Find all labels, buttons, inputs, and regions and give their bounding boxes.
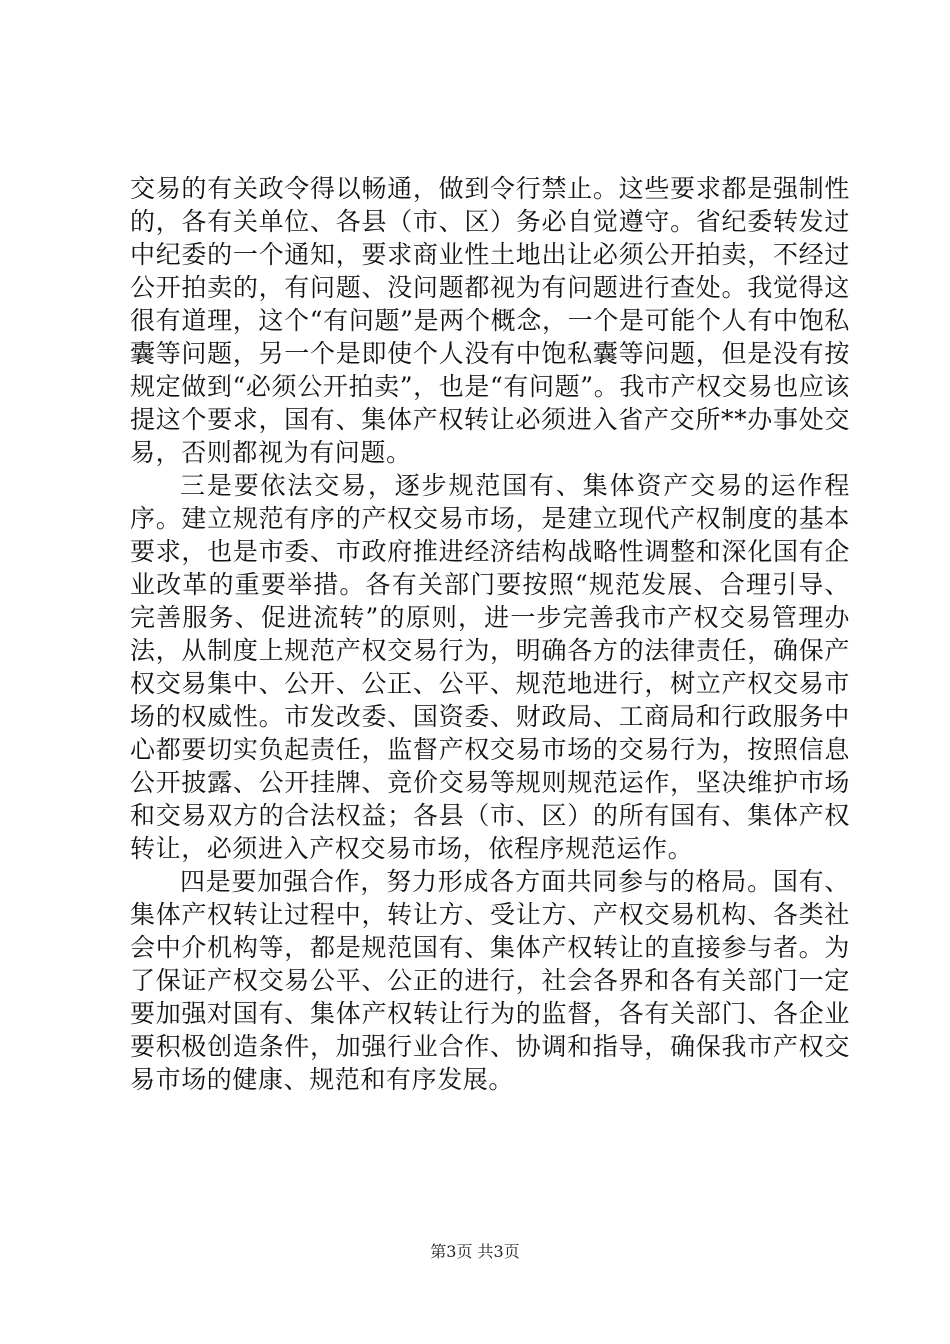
document-body (130, 172, 850, 1096)
page-footer: 第3页 共3页 (430, 1242, 520, 1261)
paragraph-2: 三是要依法交易，逐步规范国有、集体资产交易的运作程序。建立规范有序的产权交易市场，是建立现代产权制度的基本要求，也是市委、市政府推进经济结构战略性调整和深化国有企业改革的重要举措。各有关部门要按照“规范发展、合理引导、完善服务、促进流转”的原则，进一步完善我市产权交易管理办法，从制度上规范产权交易行为，明确各方的法律责任，确保产权交易集中、公开、公正、公平、规范地进行，树立产权交易市场的权威性。市发改委、国资委、财政局、工商局和行政服务中心都要切实负起责任，监督产权交易市场的交易行为，按照信息公开披露、公开挂牌、竞价交易等规则规范运作，坚决维护市场和交易双方的合法权益；各县（市、区）的所有国有、集体产权转让，必须进入产权交易市场，依程序规范运作。 (130, 471, 850, 863)
paragraph-1: 交易的有关政令得以畅通，做到令行禁止。这些要求都是强制性的，各有关单位、各县（市、区）务必自觉遵守。省纪委转发过中纪委的一个通知，要求商业性土地出让必须公开拍卖，不经过公开拍卖的，有问题、没问题都视为有问题进行查处。我觉得这很有道理，这个“有问题”是两个概念，一个是可能个人有中饱私囊等问题，另一个是即使个人没有中饱私囊等问题，但是没有按规定做到“必须公开拍卖”，也是“有问题”。我市产权交易也应该提这个要求，国有、集体产权转让必须进入省产交所**办事处交易，否则都视为有问题。 (130, 174, 850, 467)
paragraph-3: 四是要加强合作，努力形成各方面共同参与的格局。国有、集体产权转让过程中，转让方、受让方、产权交易机构、各类社会中介机构等，都是规范国有、集体产权转让的直接参与者。为了保证产权交易公平、公正的进行，社会各界和各有关部门一定要加强对国有、集体产权转让行为的监督，各有关部门、各企业要积极创造条件，加强行业合作、协调和指导，确保我市产权交易市场的健康、规范和有序发展。 (130, 867, 850, 1094)
